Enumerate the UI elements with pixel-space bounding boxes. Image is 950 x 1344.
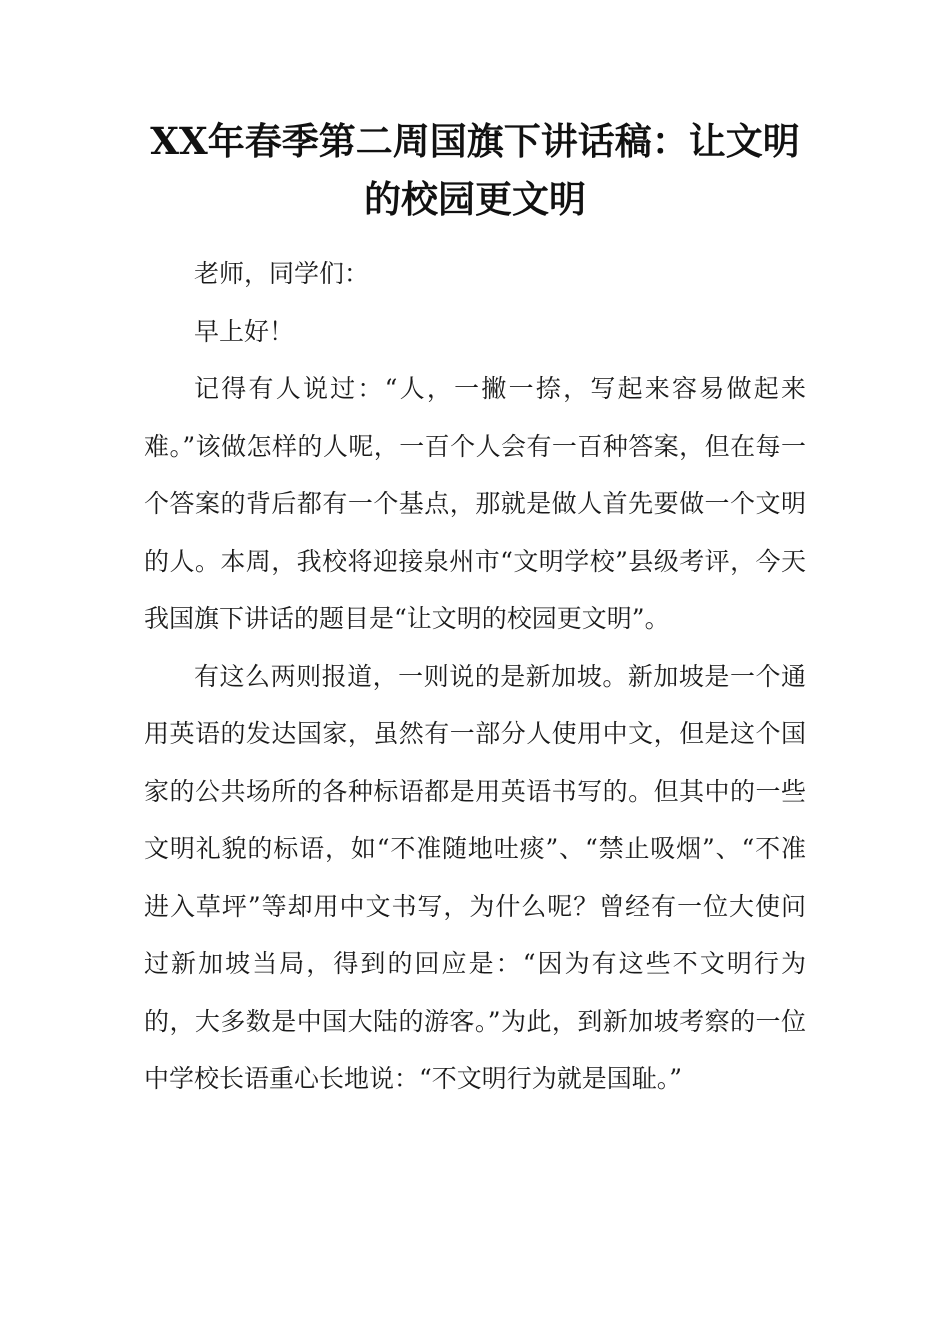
document-body	[144, 245, 806, 1108]
greeting: 早上好！	[194, 316, 295, 346]
salutation: 老师，同学们：	[194, 259, 370, 288]
document-title: XX年春季第二周国旗下讲话稿：让文明的校园更文明	[150, 119, 800, 221]
body-paragraph: 记得有人说过：“人，一撇一捺，写起来容易做起来难。”该做怎样的人呢，一百个人会有一百种答案，但在每一个答案的背后都有一个基点，那就是做人首先要做一个文明的人。本周，我校将迎接泉州市“文明学校”县级考评，今天我国旗下讲话的题目是“让文明的校园更文明”。	[144, 374, 806, 633]
body-paragraph: 有这么两则报道，一则说的是新加坡。新加坡是一个通用英语的发达国家，虽然有一部分人使用中文，但是这个国家的公共场所的各种标语都是用英语书写的。但其中的一些文明礼貌的标语，如“不准随地吐痰”、“禁止吸烟”、“不准进入草坪”等却用中文书写，为什么呢？曾经有一位大使问过新加坡当局，得到的回应是：“因为有这些不文明行为的，大多数是中国大陆的游客。”为此，到新加坡考察的一位中学校长语重心长地说：“不文明行为就是国耻。”	[144, 661, 806, 1093]
